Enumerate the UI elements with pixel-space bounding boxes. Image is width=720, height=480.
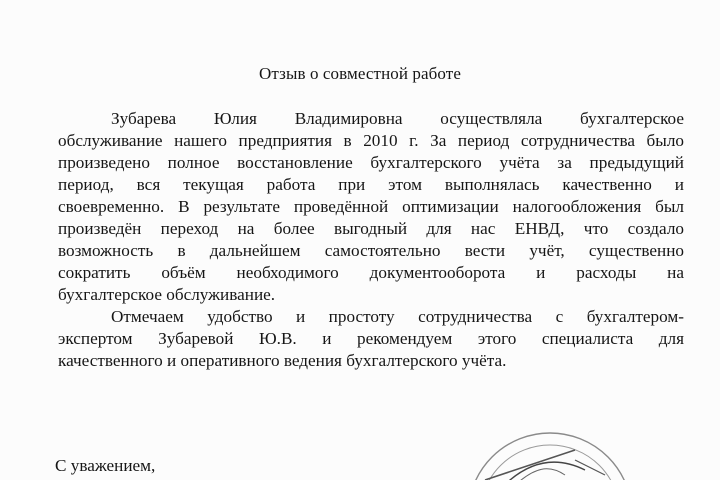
paragraph-1-line-1: Зубарева Юлия Владимировна осуществляла бухгалтерское: [111, 109, 684, 128]
closing-salutation: С уважением,: [55, 456, 156, 475]
paragraph-1-line-7: возможность в дальнейшем самостоятельно вести учёт, существенно: [58, 241, 684, 260]
stamp-seal: [455, 420, 645, 480]
paragraph-2-line-3: качественного и оперативного ведения бухгалтерского учёта.: [58, 351, 507, 370]
paragraph-1-line-6: произведён переход на более выгодный для нас ЕНВД, что создало: [58, 219, 684, 238]
document-title: Отзыв о совместной работе: [259, 64, 461, 83]
paragraph-2-line-1: Отмечаем удобство и простоту сотрудничества с бухгалтером-: [111, 307, 684, 326]
document-body: [58, 108, 684, 372]
paragraph-1-line-2: обслуживание нашего предприятия в 2010 г. За период сотрудничества было: [58, 131, 684, 150]
paragraph-1-line-5: своевременно. В результате проведённой оптимизации налогообложения был: [58, 197, 684, 216]
paragraph-1-line-4: период, вся текущая работа при этом выполнялась качественно и: [58, 175, 684, 194]
paragraph-1-line-8: сократить объём необходимого документооборота и расходы на: [58, 263, 684, 282]
paragraph-1-line-9: бухгалтерское обслуживание.: [58, 285, 276, 304]
paragraph-2-line-2: экспертом Зубаревой Ю.В. и рекомендуем этого специалиста для: [58, 329, 684, 348]
paragraph-1-line-3: произведено полное восстановление бухгалтерского учёта за предыдущий: [58, 153, 684, 172]
